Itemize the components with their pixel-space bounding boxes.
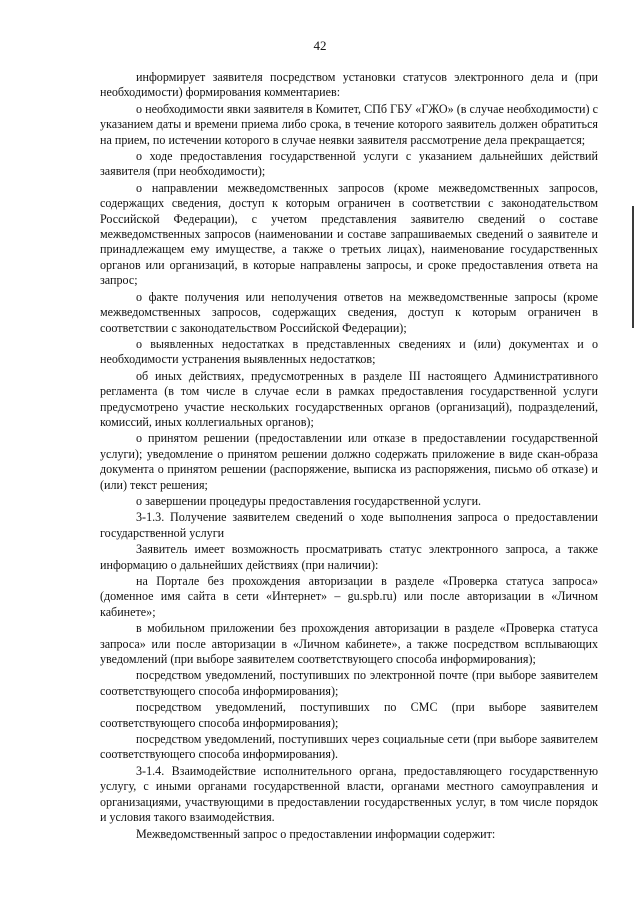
paragraph: о принятом решении (предоставлении или отказе в предоставлении государственной услуги); уведомление о принятом решении должно содержать приложение в виде скан-образа документа о принятом решении (распоряжение, выписка из распоряжения, письмо об отказе) и (или) текст решения; (100, 431, 598, 492)
section-heading: 3-1.4. Взаимодействие исполнительного органа, предоставляющего государственную услугу, с иными органами государственной власти, органами местного самоуправления и организациями, участвующими в предоставлении государственных услуг, в том числе порядок и условия такого взаимодействия. (100, 763, 598, 825)
paragraph: о завершении процедуры предоставления государственной услуги. (136, 493, 482, 508)
paragraph: в мобильном приложении без прохождения авторизации в разделе «Проверка статуса запроса» или после авторизации в «Личном кабинете», а также посредством всплывающих уведомлений (при выборе заявителем соответствующего способа информирования); (100, 621, 598, 667)
paragraph: посредством уведомлений, поступивших по электронной почте (при выборе заявителем соответствующего способа информирования); (100, 668, 598, 698)
paragraph: информирует заявителя посредством установки статусов электронного дела и (при необходимости) формирования комментариев: (100, 70, 598, 100)
page-number: 42 (313, 38, 327, 53)
paragraph: посредством уведомлений, поступивших по СМС (при выборе заявителем соответствующего способа информирования); (100, 700, 598, 730)
section-heading: 3-1.3. Получение заявителем сведений о ходе выполнения запроса о предоставлении государственной услуги (100, 510, 598, 540)
document-body (100, 70, 598, 843)
paragraph: об иных действиях, предусмотренных в разделе III настоящего Административного регламента (в том числе в случае если в рамках предоставления государственной услуги предусмотрено участие нескольких государственных органов (организаций), подразделений, комиссий, иных коллегиальных органов); (100, 368, 598, 429)
paragraph: о необходимости явки заявителя в Комитет, СПб ГБУ «ГЖО» (в случае необходимости) с указанием даты и времени приема либо срока, в течение которого заявитель должен обратиться на прием, по истечении которого в случае неявки заявителя рассмотрение дела прекращается; (100, 101, 598, 147)
scan-edge-mark (632, 206, 634, 328)
paragraph: о направлении межведомственных запросов (кроме межведомственных запросов, содержащих сведения, доступ к которым ограничен в соответствии с законодательством Российской Федерации), с учетом представления заявителю сведений о составе межведомственных запросов (наименовании и составе запрашиваемых сведений о заявителе и принадлежащем ему имуществе, а также о третьих лицах), наименование государственных органов или организаций, в которые направлены запросы, и сроке предоставления ответа на запрос; (100, 180, 598, 288)
paragraph: Заявитель имеет возможность просматривать статус электронного запроса, а также информацию о дальнейших действиях (при наличии): (100, 542, 598, 572)
paragraph: о ходе предоставления государственной услуги с указанием дальнейших действий заявителя (при необходимости); (100, 149, 598, 179)
paragraph: на Портале без прохождения авторизации в разделе «Проверка статуса запроса» (доменное имя сайта в сети «Интернет» – gu.spb.ru) или после авторизации в «Личном кабинете»; (100, 574, 598, 619)
paragraph: о выявленных недостатках в представленных сведениях и (или) документах и о необходимости устранения выявленных недостатков; (100, 336, 598, 367)
paragraph: о факте получения или неполучения ответов на межведомственные запросы (кроме межведомственных запросов, содержащих сведения, доступ к которым ограничен в соответствии с законодательством Российской Федерации); (100, 289, 598, 335)
paragraph: Межведомственный запрос о предоставлении информации содержит: (136, 826, 496, 841)
paragraph: посредством уведомлений, поступивших через социальные сети (при выборе заявителем соответствующего способа информирования). (100, 732, 598, 762)
